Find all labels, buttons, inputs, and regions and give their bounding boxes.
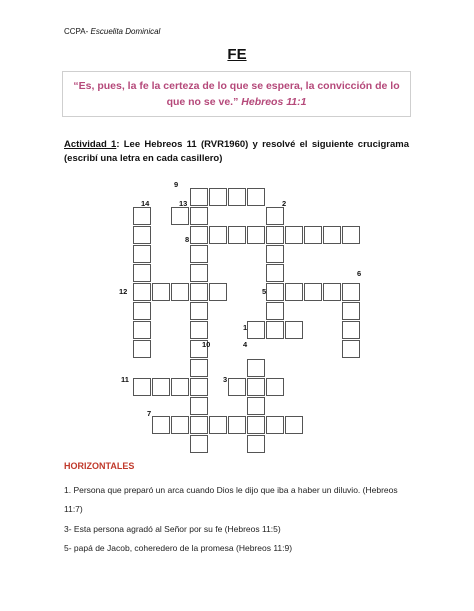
- horizontales-title: HORIZONTALES: [64, 461, 135, 471]
- crossword-cell[interactable]: [342, 302, 360, 320]
- crossword-cell[interactable]: [209, 416, 227, 434]
- crossword-cell[interactable]: [247, 435, 265, 453]
- crossword-cell[interactable]: [133, 226, 151, 244]
- quote-reference: Hebreos 11:1: [241, 96, 307, 108]
- quote-text: “Es, pues, la fe la certeza de lo que se espera, la convicción de lo que no se ve.”: [73, 80, 400, 108]
- clue-number: 5: [262, 287, 267, 296]
- crossword-cell[interactable]: [342, 226, 360, 244]
- page-header: [64, 27, 160, 36]
- crossword-cell[interactable]: [266, 321, 284, 339]
- clue-number: 4: [243, 340, 248, 349]
- activity-label: Actividad 1: [64, 139, 117, 150]
- crossword-cell[interactable]: [152, 283, 170, 301]
- crossword-cell[interactable]: [247, 321, 265, 339]
- clue-number: 8: [185, 235, 190, 244]
- crossword-cell[interactable]: [190, 207, 208, 225]
- crossword-cell[interactable]: [190, 302, 208, 320]
- crossword-cell[interactable]: [133, 283, 151, 301]
- crossword-cell[interactable]: [190, 378, 208, 396]
- crossword-cell[interactable]: [209, 226, 227, 244]
- clue-line: 5- papá de Jacob, coheredero de la promesa (Hebreos 11:9): [64, 543, 293, 553]
- clue-number: 14: [141, 199, 150, 208]
- clue-number: 1: [243, 323, 248, 332]
- clue-number: 3: [223, 375, 228, 384]
- crossword-cell[interactable]: [266, 226, 284, 244]
- clue-number: 11: [121, 375, 129, 384]
- crossword-cell[interactable]: [152, 416, 170, 434]
- crossword-cell[interactable]: [133, 378, 151, 396]
- clue-number: 13: [179, 199, 188, 208]
- crossword-cell[interactable]: [190, 226, 208, 244]
- crossword-cell[interactable]: [247, 378, 265, 396]
- activity-text: : Lee Hebreos 11 (RVR1960) y resolvé el siguiente crucigrama (escribí una letra en cada casillero): [64, 139, 410, 164]
- crossword-cell[interactable]: [266, 264, 284, 282]
- crossword-cell[interactable]: [133, 302, 151, 320]
- crossword-cell[interactable]: [266, 302, 284, 320]
- clue-line: 11:7): [64, 504, 83, 514]
- crossword-cell[interactable]: [171, 283, 189, 301]
- crossword-cell[interactable]: [285, 283, 303, 301]
- clue-number: 9: [174, 180, 179, 189]
- crossword-cell[interactable]: [323, 283, 341, 301]
- crossword-cell[interactable]: [247, 397, 265, 415]
- crossword-cell[interactable]: [171, 378, 189, 396]
- clue-line: 1. Persona que preparó un arca cuando Dios le dijo que iba a haber un diluvio. (Hebreos: [64, 485, 398, 495]
- crossword-cell[interactable]: [133, 264, 151, 282]
- header-org: CCPA-: [64, 27, 89, 36]
- crossword-cell[interactable]: [304, 226, 322, 244]
- crossword-cell[interactable]: [190, 359, 208, 377]
- clue-number: 2: [282, 199, 287, 208]
- page-title: FE: [227, 46, 247, 63]
- crossword-cell[interactable]: [152, 378, 170, 396]
- crossword-cell[interactable]: [323, 226, 341, 244]
- crossword-cell[interactable]: [266, 245, 284, 263]
- crossword-cell[interactable]: [133, 207, 151, 225]
- crossword-cell[interactable]: [171, 207, 189, 225]
- crossword-cell[interactable]: [266, 378, 284, 396]
- crossword-cell[interactable]: [133, 340, 151, 358]
- crossword-cell[interactable]: [304, 283, 322, 301]
- crossword-cell[interactable]: [247, 188, 265, 206]
- crossword-cell[interactable]: [190, 435, 208, 453]
- crossword-cell[interactable]: [266, 416, 284, 434]
- activity-instructions: [64, 138, 409, 166]
- crossword-cell[interactable]: [266, 283, 284, 301]
- clue-number: 10: [202, 340, 211, 349]
- crossword-cell[interactable]: [190, 416, 208, 434]
- crossword-cell[interactable]: [285, 226, 303, 244]
- crossword-cell[interactable]: [285, 416, 303, 434]
- crossword-cell[interactable]: [247, 416, 265, 434]
- crossword-cell[interactable]: [228, 416, 246, 434]
- clue-number: 7: [147, 409, 152, 418]
- header-sub: Escuelita Dominical: [90, 27, 161, 36]
- crossword-cell[interactable]: [228, 188, 246, 206]
- crossword-cell[interactable]: [190, 397, 208, 415]
- crossword-cell[interactable]: [190, 188, 208, 206]
- crossword-cell[interactable]: [228, 226, 246, 244]
- clue-number: 12: [119, 287, 128, 296]
- crossword-cell[interactable]: [209, 188, 227, 206]
- crossword-cell[interactable]: [209, 283, 227, 301]
- crossword-cell[interactable]: [342, 321, 360, 339]
- crossword-cell[interactable]: [190, 283, 208, 301]
- crossword-cell[interactable]: [133, 321, 151, 339]
- clue-number: 6: [357, 269, 362, 278]
- crossword-cell[interactable]: [171, 416, 189, 434]
- crossword-cell[interactable]: [285, 321, 303, 339]
- crossword-cell[interactable]: [342, 340, 360, 358]
- crossword-cell[interactable]: [133, 245, 151, 263]
- crossword-cell[interactable]: [247, 226, 265, 244]
- crossword-cell[interactable]: [190, 264, 208, 282]
- quote-box: [62, 71, 411, 117]
- crossword-cell[interactable]: [190, 245, 208, 263]
- crossword-cell[interactable]: [247, 359, 265, 377]
- clue-line: 3- Esta persona agradó al Señor por su fe (Hebreos 11:5): [64, 524, 281, 534]
- crossword-cell[interactable]: [228, 378, 246, 396]
- crossword-cell[interactable]: [342, 283, 360, 301]
- crossword-cell[interactable]: [190, 321, 208, 339]
- crossword-cell[interactable]: [266, 207, 284, 225]
